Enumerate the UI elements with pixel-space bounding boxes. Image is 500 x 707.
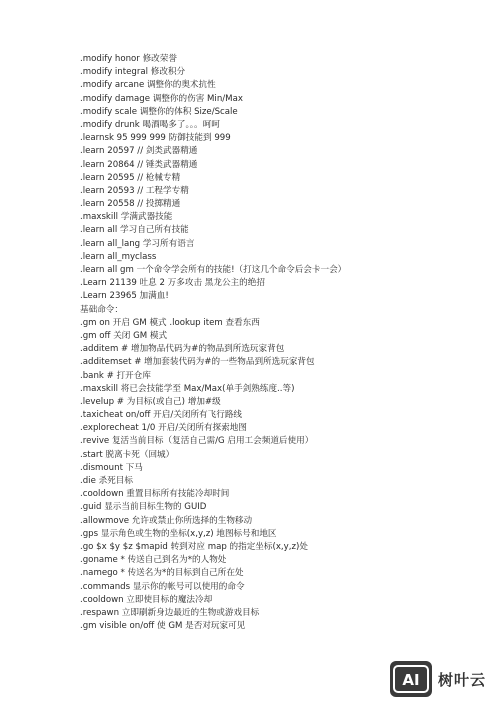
text-line: .maxskill 学满武器技能 xyxy=(80,212,173,223)
text-line: .modify damage 调整你的伤害 Min/Max xyxy=(80,93,243,104)
text-line: .modify honor 修改荣誉 xyxy=(80,54,177,64)
text-line: .namego * 传送名为*的目标到自己所在处 xyxy=(80,568,244,579)
text-line: .learn all 学习自己所有技能 xyxy=(80,225,189,236)
text-line: .allowmove 允许或禁止你所选择的生物移动 xyxy=(80,515,253,526)
watermark-logo xyxy=(390,661,432,697)
text-line: .gm off 关闭 GM 模式 xyxy=(80,330,168,341)
text-line: .maxskill 将已会技能学至 Max/Max(单手剑熟练度..等) xyxy=(80,383,295,394)
text-line: .revive 复活当前目标（复活自己需/G 启用工会频道后使用） xyxy=(80,436,314,447)
text-line: .dismount 下马 xyxy=(80,462,143,473)
text-line: .goname * 传送自己到名为*的人物处 xyxy=(80,555,227,566)
text-line: .cooldown 立即使目标的魔法冷却 xyxy=(80,594,213,605)
text-line: 基础命令： xyxy=(80,304,123,315)
text-line: .Learn 21139 吐息 2 万多攻击 黑龙公主的绝招 xyxy=(80,278,265,289)
text-line: .modify arcane 调整你的奥术抗性 xyxy=(80,80,216,91)
text-line: .taxicheat on/off 开启/关闭所有飞行路线 xyxy=(80,410,243,421)
text-line: .learn 20593 // 工程学专精 xyxy=(80,185,189,196)
text-line: .start 脱离卡死（回城） xyxy=(80,449,175,460)
text-line: .commands 显示你的帐号可以使用的命令 xyxy=(80,581,245,592)
text-line: .learn 20558 // 投掷精通 xyxy=(80,199,181,210)
text-line: .learnsk 95 999 999 防御技能到 999 xyxy=(80,133,231,144)
text-line: .bank # 打开仓库 xyxy=(80,370,151,381)
watermark xyxy=(390,659,494,699)
text-line: .learn 20864 // 锤类武器精通 xyxy=(80,159,198,170)
text-line: .gm visible on/off 使 GM 是否对玩家可见 xyxy=(80,621,246,632)
command-list xyxy=(80,53,490,633)
text-line: .go $x $y $z $mapid 转到对应 map 的指定坐标(x,y,z)处 xyxy=(80,541,308,552)
text-line: .modify scale 调整你的体积 Size/Scale xyxy=(80,106,238,117)
text-line: .learn all gm 一个命令学会所有的技能!（打这几个命令后会卡一会） xyxy=(80,265,347,275)
text-line: .explorecheat 1/0 开启/关闭所有探索地图 xyxy=(80,423,247,434)
text-line: .additem # 增加物品代码为#的物品到所选玩家背包 xyxy=(80,344,285,355)
text-line: .guid 显示当前目标生物的 GUID xyxy=(80,502,207,513)
text-line: .cooldown 重置目标所有技能冷却时间 xyxy=(80,489,230,500)
text-line: .gps 显示角色或生物的坐标(x,y,z) 地图标号和地区 xyxy=(80,528,277,539)
text-line: .levelup # 为目标(或自己) 增加#级 xyxy=(80,396,221,407)
text-line: .additemset # 增加套装代码为#的一些物品到所选玩家背包 xyxy=(80,357,315,368)
watermark-logo-text: AI xyxy=(402,671,420,689)
text-line: .learn 20595 // 枪械专精 xyxy=(80,172,181,183)
text-line: .respawn 立即刷新身边最近的生物或游戏目标 xyxy=(80,607,260,618)
text-line: .learn 20597 // 剑类武器精通 xyxy=(80,146,198,157)
text-line: .learn all_myclass xyxy=(80,251,157,262)
text-line: .gm on 开启 GM 模式 .lookup item 查看东西 xyxy=(80,317,260,328)
text-line: .Learn 23965 加满血! xyxy=(80,291,169,302)
watermark-brand-text: 树叶云 xyxy=(438,670,487,689)
text-line: .die 杀死目标 xyxy=(80,476,133,486)
text-line: .learn all_lang 学习所有语言 xyxy=(80,238,195,249)
text-line: .modify integral 修改积分 xyxy=(80,67,186,78)
ai-logo-icon xyxy=(393,665,429,693)
text-line: .modify drunk 喝酒喝多了。。。呵呵 xyxy=(80,119,220,130)
